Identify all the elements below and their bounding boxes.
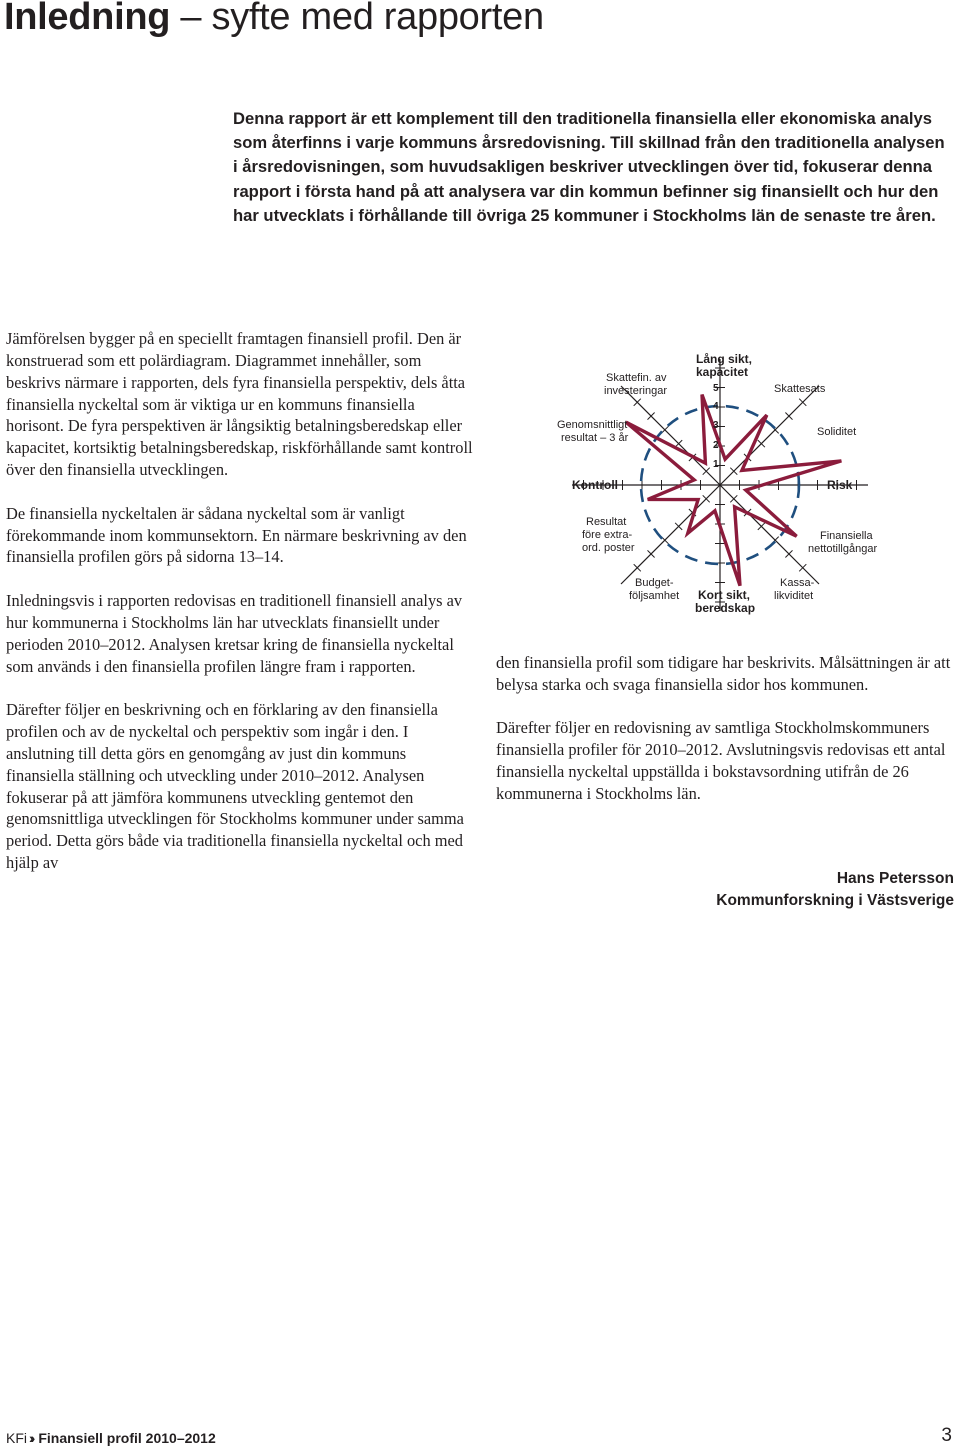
indicator-fin-netto-line2: nettotillgångar: [808, 543, 878, 555]
signature: [716, 868, 954, 912]
left-paragraph-1: Jämförelsen bygger på en speciellt framtagen finansiell profil. Den är konstruerad som ett polärdiagram. Diagrammet innehåller, som beskrivs närmare i rapporten, dels fyra finansiella perspektiv, dels åtta finansiella nyckeltal som är viktiga ur en kommuns finansiella horisont. De fyra perspektiven är långsiktig betalningsberedskap eller kapacitet, kortsiktig betalningsberedskap, riskförhållande samt kontroll över den finansiella utvecklingen.: [6, 329, 473, 480]
perspective-top-line2: kapacitet: [696, 365, 749, 379]
right-paragraph-2: Därefter följer en redovisning av samtliga Stockholmskommuners finansiella profiler för 2010–2012. Avslutningsvis redovisas ett antal finansiella nyckeltal uppställda i bokstavsordning utifrån de 26 kommunerna i Stockholms län.: [496, 718, 946, 804]
perspective-left: Kontroll: [572, 478, 618, 492]
indicator-resultat-line1: Resultat: [586, 516, 627, 528]
intro-paragraph: Denna rapport är ett komplement till den traditionella finansiella eller ekonomiska analys som återfinns i varje kommuns årsredovisning. Till skillnad från den traditionella analysen i årsredovisningen, som huvudsakligen beskriver utvecklingen över tid, fokuserar denna rapport i första hand på att analysera var din kommun befinner sig finansiellt och hur den har utvecklats i förhållande till övriga 25 kommuner i Stockholms län de senaste tre åren.: [233, 109, 945, 225]
financial-profile-diagram: [550, 340, 878, 630]
perspective-bottom-line2: beredskap: [695, 601, 756, 615]
indicator-fin-netto-line1: Finansiella: [820, 530, 873, 542]
indicator-soliditet: Soliditet: [817, 426, 857, 438]
footer-arrow-icon: ››: [29, 1430, 33, 1446]
footer-logo: KFi: [6, 1430, 27, 1446]
footer: [6, 1430, 216, 1446]
left-paragraph-4: Därefter följer en beskrivning och en förklaring av den finansiella profilen och av de nyckeltal och perspektiv som ingår i den. I anslutning till detta görs en genomgång av just din kommuns finansiella ställning och utveckling under 2010–2012. Analysen fokuserar på att jämföra kommunens utveckling gentemot den genomsnittliga utvecklingen för Stockholms kommuner under samma period. Detta görs både via traditionella finansiella nyckeltal och med hjälp av: [6, 700, 464, 873]
page-number: 3: [941, 1425, 952, 1446]
tick-label-3: 3: [713, 420, 719, 431]
right-paragraph-1: den finansiella profil som tidigare har beskrivits. Målsättningen är att belysa starka och svaga finansiella sidor hos kommunen.: [496, 653, 951, 694]
perspective-top-line1: Lång sikt,: [696, 352, 753, 366]
signature-org: Kommunforskning i Västsverige: [716, 892, 954, 909]
indicator-genomsnitt-line2: resultat – 3 år: [561, 432, 629, 444]
indicator-genomsnitt-line1: Genomsnittligt: [557, 419, 628, 431]
indicator-resultat-line3: ord. poster: [582, 542, 635, 554]
indicator-kassa-line1: Kassa-: [780, 577, 815, 589]
heading-rest: – syfte med rapporten: [170, 0, 544, 38]
indicator-budget-line1: Budget-: [635, 577, 674, 589]
indicator-skattesats: Skattesats: [774, 383, 826, 395]
tick-label-1: 1: [713, 459, 719, 470]
right-column: [496, 652, 954, 827]
heading-strong: Inledning: [4, 0, 171, 38]
left-paragraph-2: De finansiella nyckeltalen är sådana nyckeltal som är vanligt förekommande inom kommunsektorn. En närmare beskrivning av den finansiella profilen görs på sidorna 13–14.: [6, 503, 467, 567]
indicator-budget-line2: följsamhet: [629, 590, 680, 602]
indicator-resultat-line2: före extra-: [582, 529, 633, 541]
tick-label-5: 5: [713, 383, 719, 394]
indicator-kassa-line2: likviditet: [774, 590, 814, 602]
footer-title: Finansiell profil 2010–2012: [38, 1430, 216, 1446]
page-heading: [4, 0, 544, 39]
diagram-axis-line: [720, 386, 819, 485]
perspective-right: Risk: [827, 478, 853, 492]
left-column: [6, 328, 474, 896]
tick-label-4: 4: [713, 401, 719, 412]
signature-name: Hans Petersson: [836, 870, 954, 887]
indicator-skattefin-line2: investeringar: [604, 385, 667, 397]
indicator-skattefin-line1: Skattefin. av: [606, 372, 667, 384]
left-paragraph-3: Inledningsvis i rapporten redovisas en traditionell finansiell analys av hur kommunerna i Stockholms län har utvecklats finansiellt under perioden 2010–2012. Analysen kretsar kring de finansiella nyckeltal som används i den finansiella profilen längre fram i rapporten.: [6, 591, 463, 676]
perspective-bottom-line1: Kort sikt,: [698, 588, 751, 602]
tick-label-2: 2: [713, 440, 719, 451]
